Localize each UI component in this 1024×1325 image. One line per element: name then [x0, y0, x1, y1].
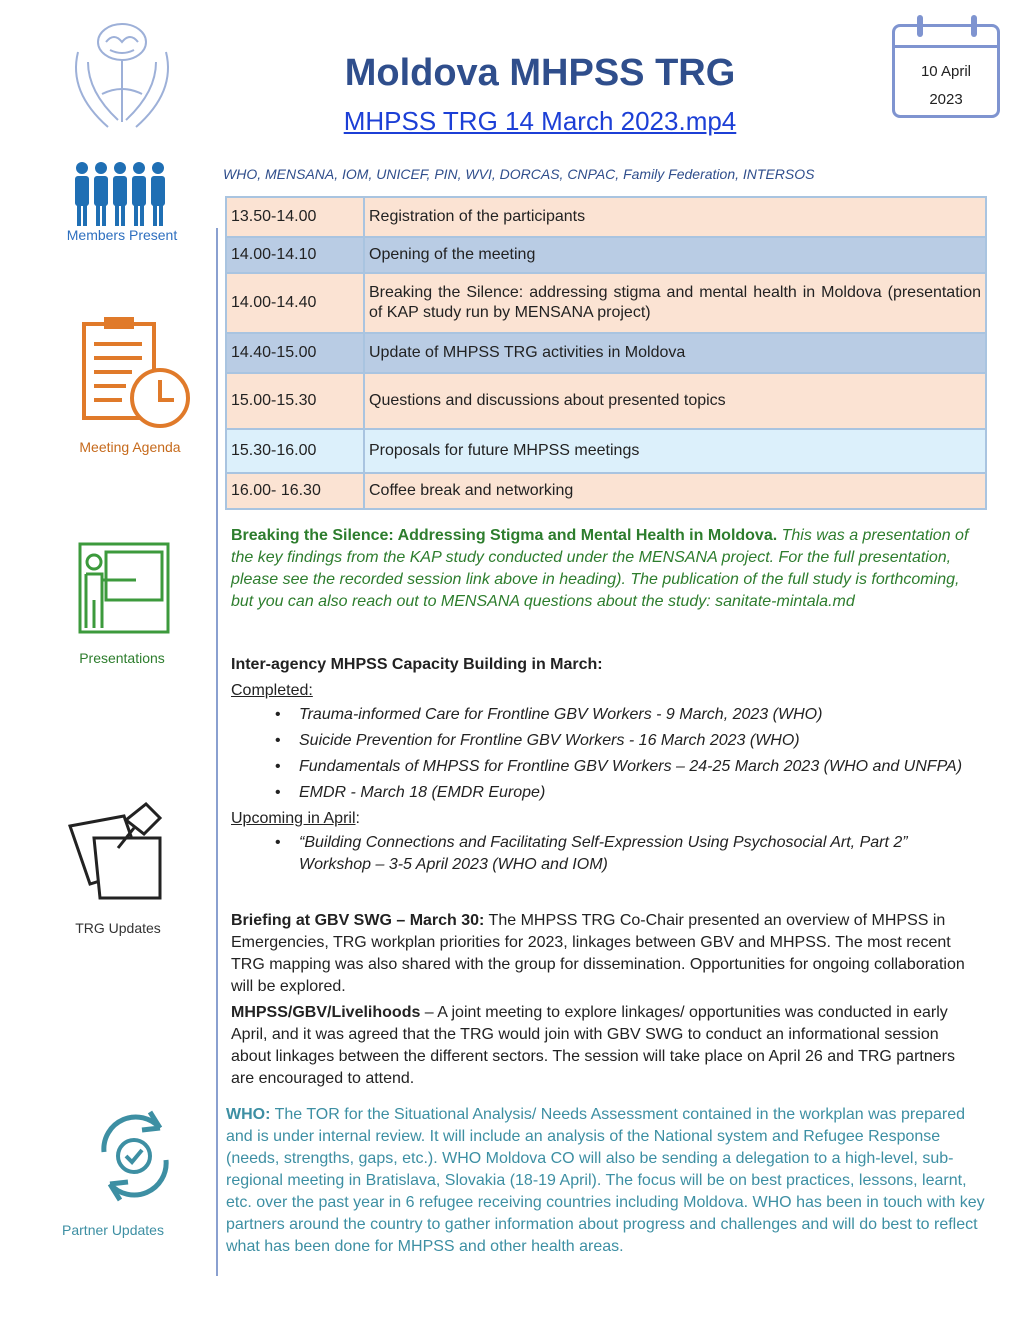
upcoming-list [231, 832, 971, 876]
agenda-item: Breaking the Silence: addressing stigma and mental health in Moldova (presentation of KAP study run by MENSANA project) [364, 273, 986, 333]
completed-list [231, 704, 971, 804]
list-item: • “Building Connections and Facilitating Self-Expression Using Psychosocial Art, Part 2” Workshop – 3-5 April 2023 (WHO and IOM) [299, 832, 971, 876]
agenda-time: 13.50-14.00 [226, 197, 364, 237]
capacity-building-section: Inter-agency MHPSS Capacity Building in March: Completed: • Trauma-informed Care for Frontline GBV Workers - 9 March, 2023 (WHO) • Suicide Prevention for Frontline GBV Workers - 16 March 2023 (WHO) • Fundamentals of MHPSS for Frontline GBV Workers – 24-25 March 2023 (WHO and UNFPA) • EMDR - March 18 (EMDR Europe) Upcoming in April: • “Building Connections and Facilitating Self-Expression Using Psychosocial Art, Part 2” Workshop – 3-5 April 2023 (WHO and IOM) [231, 654, 971, 880]
agenda-item: Registration of the participants [364, 197, 986, 237]
recording-link[interactable]: MHPSS TRG 14 March 2023.mp4 [343, 106, 737, 136]
agenda-row [226, 373, 986, 429]
list-item: • Fundamentals of MHPSS for Frontline GBV Workers – 24-25 March 2023 (WHO and UNFPA) [299, 756, 971, 778]
agenda-item: Proposals for future MHPSS meetings [364, 429, 986, 473]
briefing-heading: Briefing at GBV SWG – March 30: [231, 912, 485, 929]
agenda-row [226, 429, 986, 473]
agenda-item: Coffee break and networking [364, 473, 986, 509]
agenda-row [226, 473, 986, 509]
date-year: 2023 [929, 91, 963, 108]
agenda-item: Opening of the meeting [364, 237, 986, 273]
briefing-paragraph [231, 910, 971, 998]
sync-icon [82, 1104, 186, 1208]
date-day: 10 April [920, 63, 972, 80]
agenda-row [226, 273, 986, 333]
list-item: • Suicide Prevention for Frontline GBV Workers - 16 March 2023 (WHO) [299, 730, 971, 752]
who-update-paragraph [226, 1104, 990, 1258]
members-label: Members Present [66, 227, 178, 243]
calendar-ring-icon [971, 15, 977, 37]
presentation-body: This was a presentation of the key findings from the KAP study conducted under the MENSANA project. For the full presentation, please see the recorded session link above in heading). The publication of the full study is forthcoming, but you can also reach out to MENSANA questions about the study: sanitate-mintala.md [231, 527, 969, 610]
agenda-time: 14.00-14.10 [226, 237, 364, 273]
logo [58, 12, 186, 140]
agenda-row [226, 333, 986, 373]
members-present-list: WHO, MENSANA, IOM, UNICEF, PIN, WVI, DORCAS, CNPAC, Family Federation, INTERSOS [223, 166, 815, 182]
agenda-row [226, 237, 986, 273]
agenda-item: Update of MHPSS TRG activities in Moldova [364, 333, 986, 373]
completed-label: Completed: [231, 682, 313, 699]
upcoming-label: Upcoming in April [231, 810, 356, 827]
members-icon [72, 160, 168, 230]
page-title: Moldova MHPSS TRG [344, 52, 736, 94]
livelihoods-body: – A joint meeting to explore linkages/ opportunities was conducted in early April, and it was agreed that the TRG would join with GBV SWG to conduct an informational session about linkages between the different sectors. The session will take place on April 26 and TRG partners are encouraged to attend. [231, 1004, 955, 1087]
livelihoods-paragraph [231, 1002, 971, 1090]
date-calendar [892, 24, 1000, 118]
list-item: • Trauma-informed Care for Frontline GBV Workers - 9 March, 2023 (WHO) [299, 704, 971, 726]
presentations-label: Presentations [79, 650, 165, 666]
agenda-time: 15.30-16.00 [226, 429, 364, 473]
agenda-time: 15.00-15.30 [226, 373, 364, 429]
agenda-icon [78, 314, 194, 432]
agenda-time: 14.00-14.40 [226, 273, 364, 333]
presentation-icon [76, 540, 172, 636]
agenda-label: Meeting Agenda [79, 439, 181, 455]
who-update-heading: WHO: [226, 1106, 271, 1123]
agenda-time: 14.40-15.00 [226, 333, 364, 373]
presentation-heading: Breaking the Silence: Addressing Stigma and Mental Health in Moldova. [231, 527, 778, 544]
trg-updates-label: TRG Updates [75, 920, 161, 936]
agenda-time: 16.00- 16.30 [226, 473, 364, 509]
list-item: • EMDR - March 18 (EMDR Europe) [299, 782, 971, 804]
briefing-body: The MHPSS TRG Co-Chair presented an overview of MHPSS in Emergencies, TRG workplan priorities for 2023, linkages between GBV and MHPSS. The most recent TRG mapping was also shared with the group for dissemination. Opportunities for ongoing collaboration will be explored. [231, 912, 965, 995]
capacity-heading: Inter-agency MHPSS Capacity Building in March: [231, 656, 603, 673]
sidebar-divider [216, 228, 218, 1276]
agenda-item: Questions and discussions about presented topics [364, 373, 986, 429]
calendar-ring-icon [917, 15, 923, 37]
pinned-note-icon [64, 798, 168, 902]
livelihoods-heading: MHPSS/GBV/Livelihoods [231, 1004, 421, 1021]
agenda-table [225, 196, 987, 510]
presentation-summary [231, 525, 971, 613]
partner-updates-label: Partner Updates [62, 1222, 164, 1238]
agenda-row [226, 197, 986, 237]
who-update-body: The TOR for the Situational Analysis/ Needs Assessment contained in the workplan was prepared and is under internal review. It will include an analysis of the National system and Refugee Response (needs, strengths, gaps, etc.). WHO Moldova CO will also be sending a delegation to a high-level, sub-regional meeting in Bratislava, Slovakia (18-19 April). The focus will be on best practices, lessons, learnt, etc. over the past year in 6 refugee receiving countries including Moldova. WHO has been in touch with key partners around the country to gather information about progress and challenges and will do best to reflect what has been done for MHPSS and other health areas. [226, 1106, 985, 1255]
